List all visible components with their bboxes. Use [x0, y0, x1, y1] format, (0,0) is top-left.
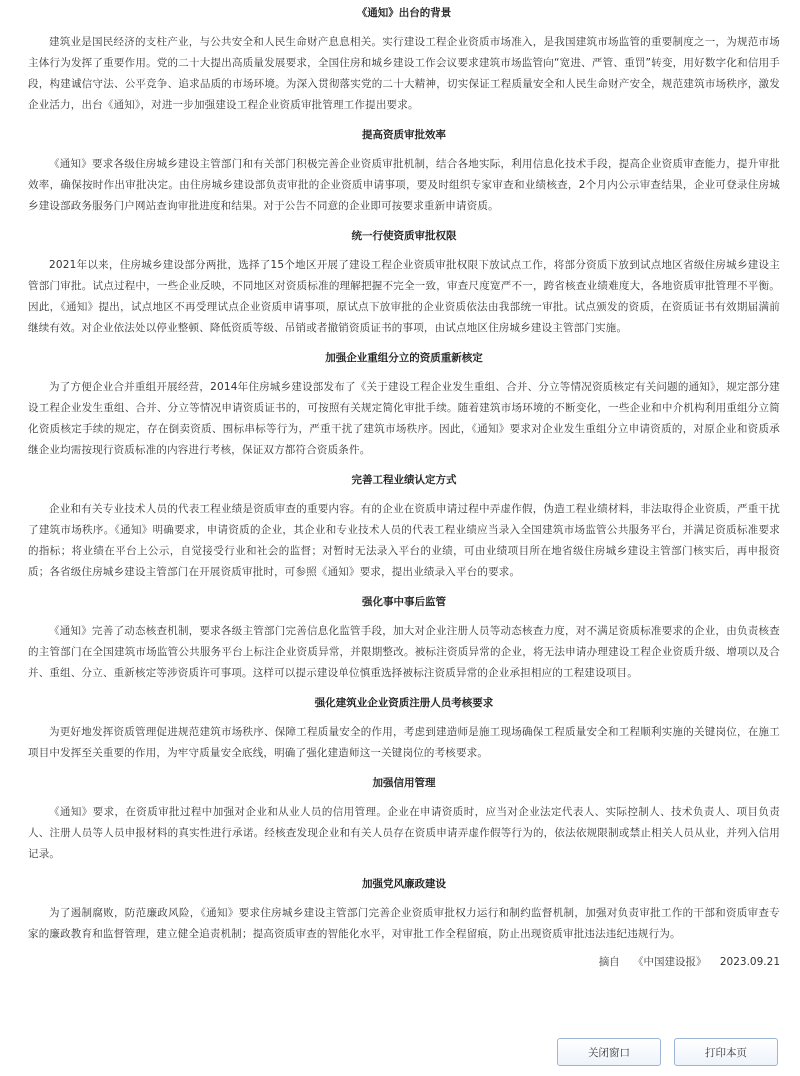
source-date: 2023.09.21 — [719, 956, 780, 968]
print-page-button[interactable]: 打印本页 — [674, 1038, 778, 1066]
section-9 — [28, 875, 780, 945]
section-6 — [28, 593, 780, 684]
section-paragraph: 2021年以来，住房城乡建设部分两批，选择了15个地区开展了建设工程企业资质审批权限下放试点工作，将部分资质下放到试点地区省级住房城乡建设主管部门审批。试点过程中，一些企业反映，不同地区对资质标准的理解把握不完全一致，审查尺度宽严不一，跨省核查业绩难度大，各地资质审批管理不平衡。因此，《通知》提出，试点地区不再受理试点企业资质申请事项，原试点下放审批的企业资质依法由我部统一审批。试点颁发的资质，在资质证书有效期届满前继续有效。对企业依法处以停业整顿、降低资质等级、吊销或者撤销资质证书的事项，由试点地区住房城乡建设主管部门实施。 — [28, 259, 780, 334]
source-publication: 《中国建设报》 — [633, 956, 707, 968]
section-title: 加强党风廉政建设 — [362, 878, 446, 890]
section-title: 加强企业重组分立的资质重新核定 — [325, 352, 483, 364]
section-title: 强化建筑业企业资质注册人员考核要求 — [314, 697, 494, 709]
section-paragraph: 《通知》要求，在资质审批过程中加强对企业和从业人员的信用管理。企业在申请资质时，应当对企业法定代表人、实际控制人、技术负责人、项目负责人、注册人员等人员申报材料的真实性进行承诺。经核查发现企业和有关人员存在资质申请弄虚作假等行为的，依法依规限制或禁止相关人员从业，并列入信用记录。 — [28, 806, 780, 860]
section-2 — [28, 126, 780, 217]
section-3 — [28, 227, 780, 339]
close-window-button[interactable]: 关闭窗口 — [557, 1038, 661, 1066]
section-title: 完善工程业绩认定方式 — [351, 474, 457, 486]
section-7 — [28, 694, 780, 764]
section-paragraph: 《通知》完善了动态核查机制，要求各级主管部门完善信息化监管手段，加大对企业注册人员等动态核查力度，对不满足资质标准要求的企业，由负责核查的主管部门在全国建筑市场监管公共服务平台上标注企业资质异常，并限期整改。被标注资质异常的企业，将无法申请办理建设工程企业资质升级、增项以及合并、重组、分立、重新核定等涉资质许可事项。这样可以提示建设单位慎重选择被标注资质异常的企业承担相应的工程建设项目。 — [28, 625, 780, 679]
section-title: 统一行使资质审批权限 — [351, 230, 457, 242]
section-title: 《通知》出台的背景 — [356, 7, 452, 19]
source-line — [28, 953, 780, 971]
section-4 — [28, 349, 780, 461]
section-title: 加强信用管理 — [372, 777, 436, 789]
section-5 — [28, 471, 780, 583]
section-paragraph: 《通知》要求各级住房城乡建设主管部门和有关部门积极完善企业资质审批机制，结合各地实际，利用信息化技术手段，提高企业资质审查能力，提升审批效率，确保按时作出审批决定。由住房城乡建设部负责审批的企业资质申请事项，要及时组织专家审查和业绩核查，2个月内公示审查结果，企业可登录住房城乡建设部政务服务门户网站查询审批进度和结果。对于公告不同意的企业即可按要求重新申请资质。 — [28, 158, 780, 212]
section-title: 强化事中事后监管 — [362, 596, 446, 608]
section-paragraph: 为更好地发挥资质管理促进规范建筑市场秩序、保障工程质量安全的作用，考虑到建造师是施工现场确保工程质量安全和工程顺利实施的关键岗位，在施工项目中发挥至关重要的作用，为牢守质量安全底线，明确了强化建造师这一关键岗位的考核要求。 — [28, 726, 780, 759]
source-prefix: 摘自 — [598, 956, 620, 968]
section-paragraph: 为了方便企业合并重组开展经营，2014年住房城乡建设部发布了《关于建设工程企业发生重组、合并、分立等情况资质核定有关问题的通知》，规定部分建设工程企业发生重组、合并、分立等情况申请资质证书的，可按照有关规定简化审批手续。随着建筑市场环境的不断变化，一些企业和中介机构利用重组分立简化资质核定手续的规定，存在倒卖资质、围标串标等行为，严重干扰了建筑市场秩序。因此，《通知》要求对企业发生重组分立申请资质的，对原企业和资质承继企业均需按现行资质标准的内容进行考核，保证双方都符合资质条件。 — [28, 381, 780, 456]
section-title: 提高资质审批效率 — [362, 129, 446, 141]
section-1 — [28, 0, 780, 116]
section-paragraph: 为了遏制腐败，防范廉政风险，《通知》要求住房城乡建设主管部门完善企业资质审批权力运行和制约监督机制，加强对负责审批工作的干部和资质审查专家的廉政教育和监督管理，建立健全追责机制；提高资质审查的智能化水平，对审批工作全程留痕，防止出现资质审批违法违纪违规行为。 — [28, 907, 780, 940]
section-8 — [28, 774, 780, 865]
article-content — [28, 0, 780, 971]
action-bar — [557, 1038, 778, 1066]
section-paragraph: 建筑业是国民经济的支柱产业，与公共安全和人民生命财产息息相关。实行建设工程企业资质市场准入，是我国建筑市场监管的重要制度之一，为规范市场主体行为发挥了重要作用。党的二十大提出高质量发展要求，全国住房和城乡建设工作会议要求建筑市场监管向“宽进、严管、重罚”转变，用好数字化和信用手段，构建诚信守法、公平竞争、追求品质的市场环境。为深入贯彻落实党的二十大精神，切实保证工程质量安全和人民生命财产安全，规范建筑市场秩序，激发企业活力，出台《通知》，对进一步加强建设工程企业资质审批管理工作提出要求。 — [28, 36, 780, 111]
section-paragraph: 企业和有关专业技术人员的代表工程业绩是资质审查的重要内容。有的企业在资质申请过程中弄虚作假，伪造工程业绩材料，非法取得企业资质，严重干扰了建筑市场秩序。《通知》明确要求，申请资质的企业，其企业和专业技术人员的代表工程业绩应当录入全国建筑市场监管公共服务平台，并满足资质标准要求的指标；将业绩在平台上公示，自觉接受行业和社会的监督；对暂时无法录入平台的业绩，可由业绩项目所在地省级住房城乡建设主管部门核实后，再申报资质；各省级住房城乡建设主管部门在开展资质审批时，可参照《通知》要求，提出业绩录入平台的要求。 — [28, 503, 780, 578]
